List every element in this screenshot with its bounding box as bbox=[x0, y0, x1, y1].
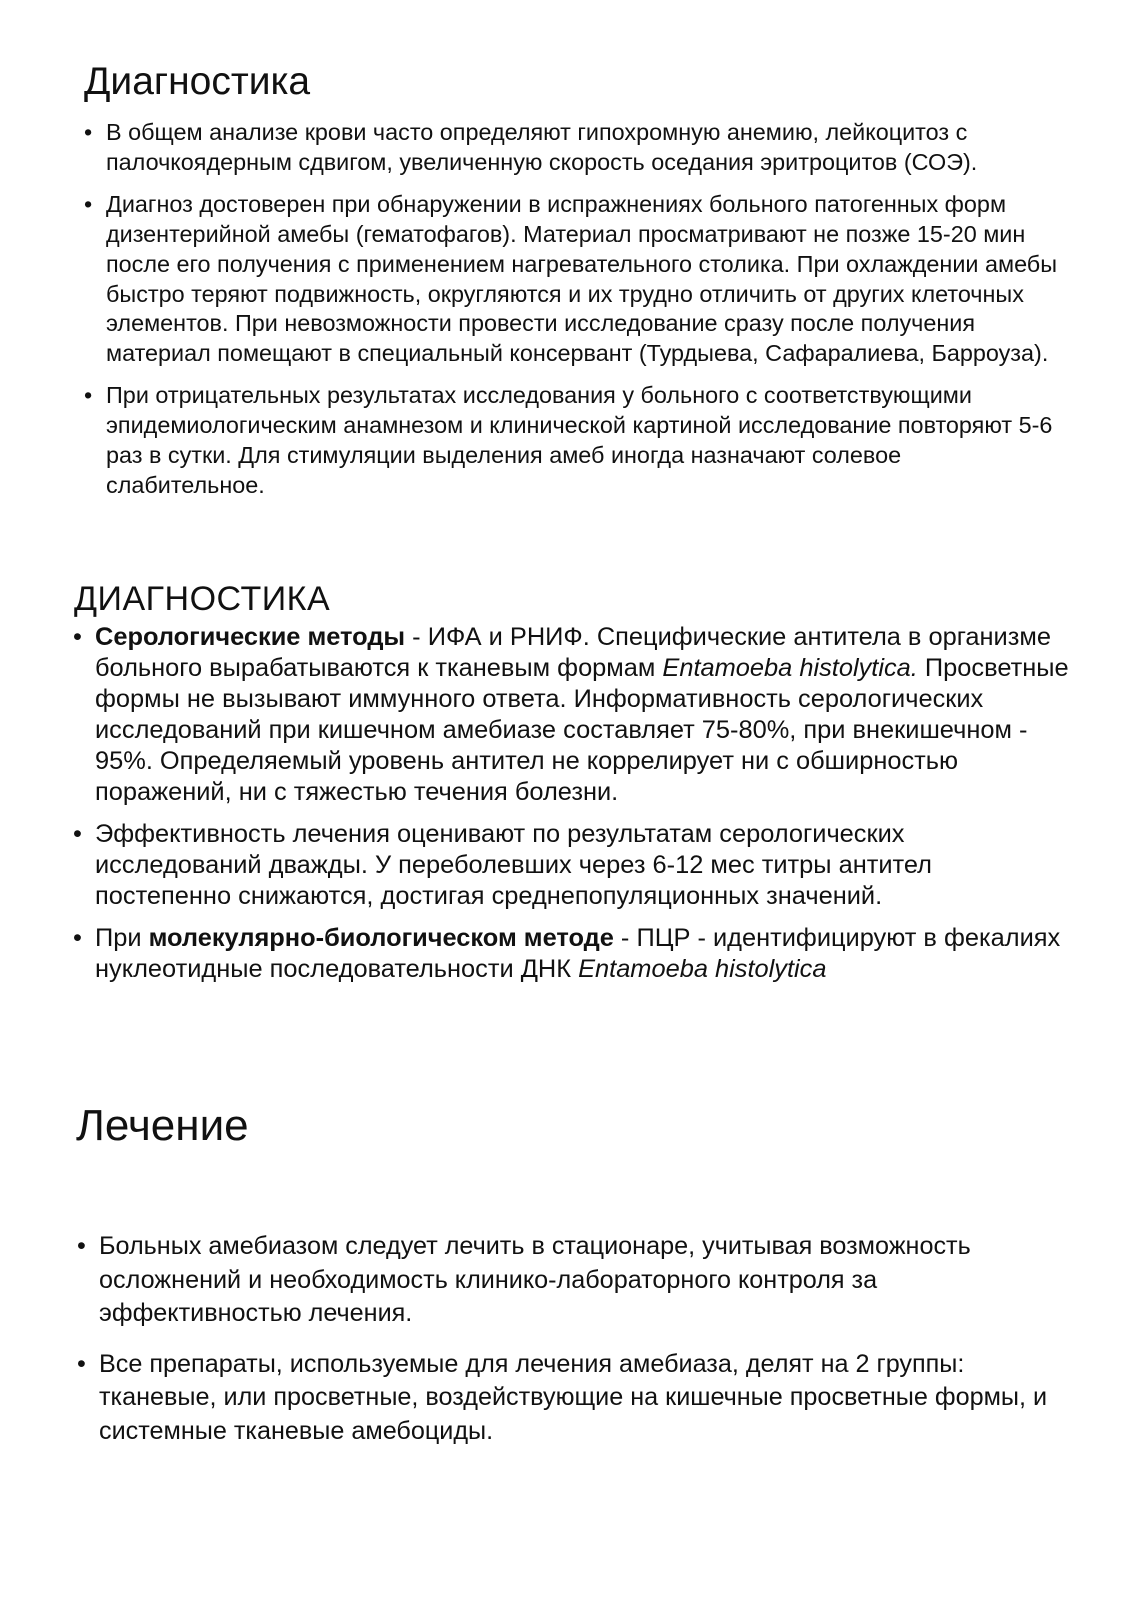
bullet-item bbox=[73, 923, 1075, 985]
bullet-dot-icon: • bbox=[73, 820, 82, 848]
bullet-item bbox=[73, 622, 1075, 808]
bullet-text: - ПЦР - идентифицируют в фекалиях нуклеотидные последовательности ДНК bbox=[95, 924, 1061, 983]
bullet-text: Диагноз достоверен при обнаружении в испражнениях больного патогенных форм дизентерийной амебы (гематофагов). Материал просматривают не позже 15-20 мин после его получения с применением нагревательного столика. При охлаждении амебы быстро теряют подвижность, округляются и их трудно отличить от других клеточных элементов. При невозможности провести исследование сразу после получения материал помещают в специальный консервант (Турдыева, Сафаралиева, Барроуза). bbox=[106, 190, 1058, 367]
slide-heading: Диагностика bbox=[84, 60, 311, 103]
bullet-text: Просветные формы не вызывают иммунного ответа. Информативность серологических исследований при кишечном амебиазе составляет 75-80%, при внекишечном - 95%. Определяемый уровень антител не коррелирует ни с обширностью поражений, ни с тяжестью течения болезни. bbox=[95, 654, 1069, 806]
bullet-dot-icon: • bbox=[77, 1349, 86, 1378]
bullet-list bbox=[77, 1230, 1079, 1465]
bold-text: Серологические методы bbox=[95, 623, 406, 651]
bullet-item bbox=[84, 190, 1066, 369]
bullet-item bbox=[77, 1230, 1079, 1331]
bullet-text: При отрицательных результатах исследования у больного с соответствующими эпидемиологическим анамнезом и клинической картиной исследование повторяют 5-6 раз в сутки. Для стимуляции выделения амеб иногда назначают солевое слабительное. bbox=[106, 382, 1053, 498]
bullet-text: Эффективность лечения оценивают по результатам серологических исследований дважды. У переболевших через 6-12 мес титры антител постепенно снижаются, достигая среднепопуляционных значений. bbox=[95, 820, 932, 910]
bullet-dot-icon: • bbox=[73, 924, 82, 952]
bullet-dot-icon: • bbox=[84, 382, 93, 409]
bullet-item bbox=[77, 1348, 1079, 1449]
bullet-text: Все препараты, используемые для лечения амебиаза, делят на 2 группы: тканевые, или просветные, воздействующие на кишечные просветные формы, и системные тканевые амебоциды. bbox=[99, 1349, 1048, 1445]
italic-text: Entamoeba histolytica bbox=[578, 955, 827, 983]
bullet-list bbox=[73, 622, 1075, 996]
bullet-list bbox=[84, 118, 1066, 513]
bullet-item bbox=[84, 118, 1066, 178]
bold-text: молекулярно-биологическом методе bbox=[148, 924, 614, 952]
bullet-item bbox=[73, 819, 1075, 912]
italic-text: Entamoeba histolytica. bbox=[662, 654, 918, 682]
bullet-dot-icon: • bbox=[77, 1232, 86, 1260]
bullet-dot-icon: • bbox=[84, 190, 93, 217]
bullet-text: В общем анализе крови часто определяют гипохромную анемию, лейкоцитоз с палочкоядерным сдвигом, увеличенную скорость оседания эритроцитов (СОЭ). bbox=[106, 119, 978, 175]
bullet-dot-icon: • bbox=[84, 119, 93, 145]
bullet-text: При bbox=[95, 924, 149, 952]
bullet-text: - ИФА и РНИФ. Специфические антитела в организме больного вырабатываются к тканевым формам bbox=[95, 623, 1051, 682]
bullet-item bbox=[84, 381, 1066, 501]
bullet-text: Больных амебиазом следует лечить в стационаре, учитывая возможность осложнений и необходимость клинико-лабораторного контроля за эффективностью лечения. bbox=[99, 1232, 971, 1327]
bullet-dot-icon: • bbox=[73, 623, 82, 651]
slide-heading: ДИАГНОСТИКА bbox=[74, 580, 331, 618]
slide-heading: Лечение bbox=[76, 1101, 249, 1150]
